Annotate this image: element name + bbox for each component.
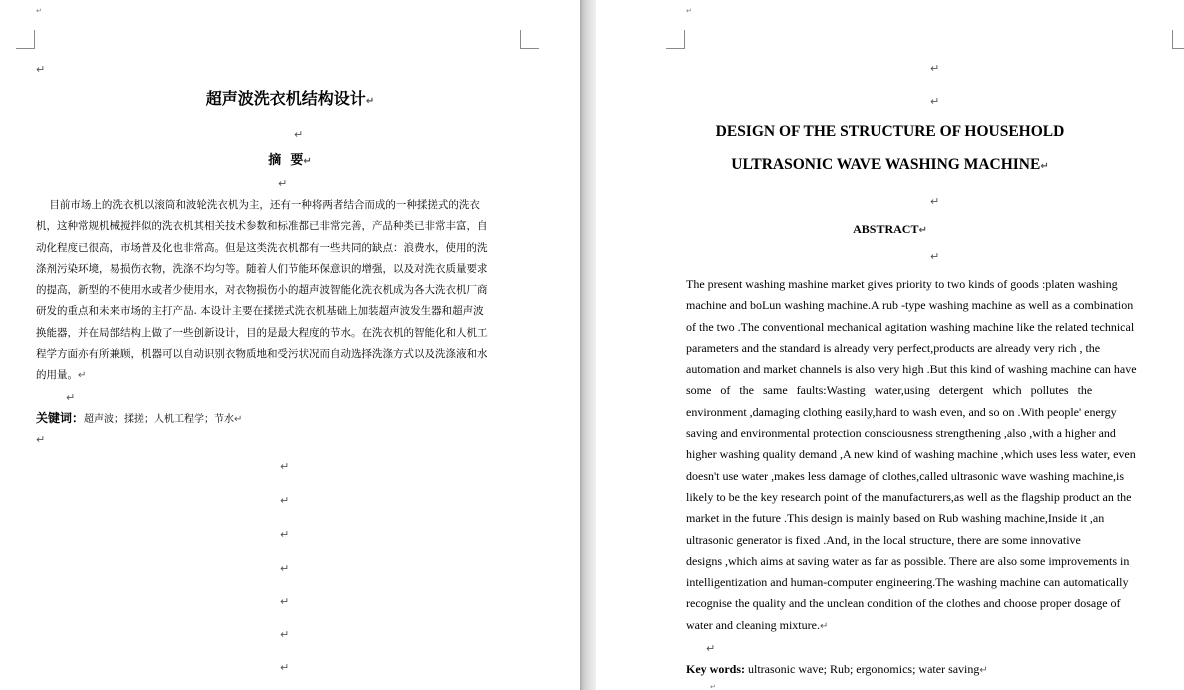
abstract-line: intelligentization and human-computer engineering.The washing machine can automatically xyxy=(686,575,1129,590)
paragraph-mark: ↵ xyxy=(930,195,940,208)
paragraph-mark: ↵ xyxy=(66,391,76,404)
abstract-line: market in the future .This design is mainly based on Rub washing machine,Inside it ,an xyxy=(686,511,1105,526)
abstract-line: ultrasonic generator is fixed .And, in the local structure, there are some innovative xyxy=(686,532,1081,547)
abstract-line: some of the same faults:Wasting water,using detergent which pollutes the xyxy=(686,383,1093,398)
abstract-line: 程学方面亦有所兼顾，机器可以自动识别衣物质地和受污状况而自动选择洗涤方式以及洗涤液和水 xyxy=(36,348,488,361)
abstract-line: 研发的重点和未来市场的主打产品. 本设计主要在揉搓式洗衣机基础上加装超声波发生器和超声波 xyxy=(36,305,484,318)
paragraph-mark: ↵ xyxy=(930,62,940,75)
abstract-line: 换能器，并在局部结构上做了一些创新设计，目的是最大程度的节水。在洗衣机的智能化和人机工 xyxy=(36,326,488,339)
keywords-value: ultrasonic wave; Rub; ergonomics; water saving xyxy=(748,662,980,676)
abstract-line: automation and market channels is also very high .But this kind of washing machine can have xyxy=(686,362,1137,377)
paragraph-mark: ↵ xyxy=(280,628,290,641)
abstract-line: The present washing mashine market gives priority to two kinds of goods :platen washing xyxy=(686,277,1118,291)
margin-corner-top-left xyxy=(16,30,35,49)
margin-corner-top-right xyxy=(520,30,539,49)
abstract-line: 目前市场上的洗衣机以滚筒和波轮洗衣机为主，还有一种将两者结合而成的一种揉搓式的洗衣 xyxy=(36,199,480,211)
paragraph-mark: ↵ xyxy=(706,642,716,655)
abstract-line: 的提高，新型的不使用水或者少使用水，对衣物损伤小的超声波智能化洗衣机成为各大洗衣机厂商 xyxy=(36,284,488,297)
abstract-line: higher washing quality demand ,A new kind of washing machine ,which uses less water, even xyxy=(686,447,1136,462)
abstract-line: 机，这种常规机械搅拌似的洗衣机其相关技术参数和标准都已非常完善，产品种类已非常丰富，自 xyxy=(36,220,488,233)
paragraph-mark: ↵ xyxy=(280,528,290,541)
paragraph-mark: ↵ xyxy=(280,595,290,608)
abstract-line: doesn't use water ,makes less damage of clothes,called ultrasonic wave washing machine,is xyxy=(686,468,1125,483)
abstract-line: 的用量。↵ xyxy=(36,369,87,382)
chinese-abstract-heading: 摘 要↵ xyxy=(268,153,312,168)
paragraph-mark: ↵ xyxy=(686,7,692,15)
abstract-line: of the two .The conventional mechanical agitation washing machine like the related technical xyxy=(686,319,1135,334)
paragraph-mark: ↵ xyxy=(36,7,42,15)
right-page xyxy=(596,0,1184,690)
left-page xyxy=(0,0,580,690)
margin-corner-top-left xyxy=(666,30,685,49)
paragraph-mark: ↵ xyxy=(930,250,940,263)
paragraph-mark: ↵ xyxy=(710,683,716,690)
english-abstract-body xyxy=(686,274,1173,636)
keywords-label: Key words: xyxy=(686,662,745,676)
english-title-line-1: DESIGN OF THE STRUCTURE OF HOUSEHOLD xyxy=(715,123,1065,140)
abstract-line: saving and environmental protection consciousness strengthening ,also ,with a higher and xyxy=(686,426,1116,441)
chinese-title: 超声波洗衣机结构设计↵ xyxy=(205,89,375,108)
abstract-line: recognise the quality and the unclean condition of the clothes and choose proper dosage of xyxy=(686,596,1121,611)
english-abstract-heading: ABSTRACT↵ xyxy=(853,222,927,236)
abstract-line: environment ,damaging clothing easily,hard to wash even, and so on .With people' energy xyxy=(686,404,1117,419)
keywords-value: 超声波；揉搓；人机工程学；节水 xyxy=(84,414,235,425)
abstract-line: water and cleaning mixture.↵ xyxy=(686,617,829,632)
english-title-line-2: ULTRASONIC WAVE WASHING MACHINE↵ xyxy=(731,156,1049,173)
paragraph-mark: ↵ xyxy=(280,494,290,507)
paragraph-mark: ↵ xyxy=(36,63,46,76)
chinese-keywords: 关键词：超声波；揉搓；人机工程学；节水↵ xyxy=(36,411,243,425)
paragraph-mark: ↵ xyxy=(278,177,288,190)
abstract-line: 动化程度已很高，市场普及化也非常高。但是这类洗衣机都有一些共同的缺点：浪费水，使用的洗 xyxy=(36,241,488,254)
margin-corner-top-right xyxy=(1172,30,1184,49)
paragraph-mark: ↵ xyxy=(280,460,290,473)
paragraph-mark: ↵ xyxy=(294,128,304,141)
abstract-line: machine and boLun washing machine.A rub -type washing machine as well as a combination xyxy=(686,298,1134,313)
english-keywords: Key words: ultrasonic wave; Rub; ergonomics; water saving↵ xyxy=(686,662,988,676)
paragraph-mark: ↵ xyxy=(280,661,290,674)
abstract-line: parameters and the standard is already very perfect,products are already very rich , the xyxy=(686,340,1101,355)
paragraph-mark: ↵ xyxy=(280,562,290,575)
abstract-line: likely to be the key research point of the manufacturers,as well as the flagship product an the xyxy=(686,489,1132,504)
page-gutter xyxy=(580,0,596,690)
chinese-abstract-body xyxy=(36,195,520,387)
abstract-line: 涤剂污染环境，易损伤衣物，洗涤不均匀等。随着人们节能环保意识的增强，以及对洗衣质量要求 xyxy=(36,262,488,275)
keywords-label: 关键词： xyxy=(36,411,85,425)
abstract-line: designs ,which aims at saving water as far as possible. There are also some improvements in xyxy=(686,553,1130,568)
paragraph-mark: ↵ xyxy=(930,95,940,108)
paragraph-mark: ↵ xyxy=(36,433,46,446)
